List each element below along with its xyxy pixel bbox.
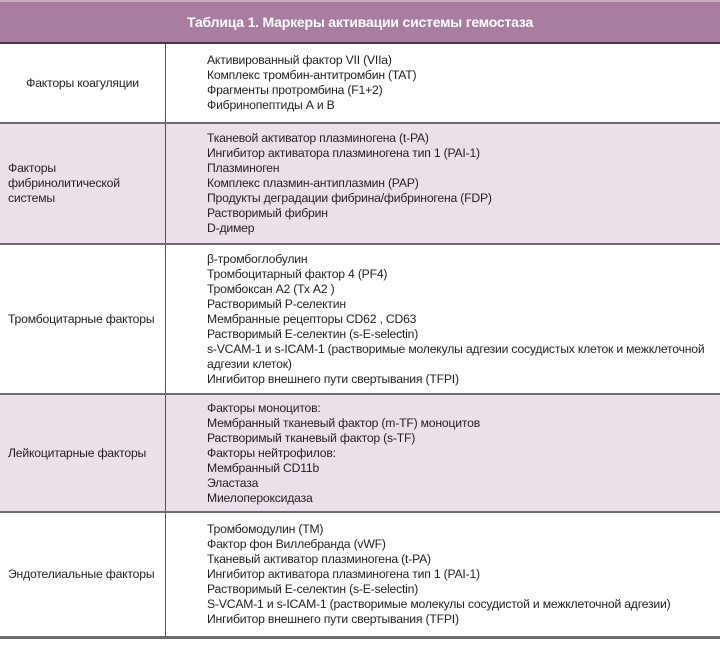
category-cell xyxy=(0,124,166,243)
table-row-endothelial xyxy=(0,513,720,639)
table-row-fibrinolytic xyxy=(0,124,720,245)
list-item: Растворимый фибрин xyxy=(207,206,328,220)
list-item: Ингибитор активатора плазминогена тип 1 (PAI-1) xyxy=(207,146,480,160)
list-item: Тромбоксан А2 (Тх А2 ) xyxy=(207,281,335,296)
list-item: Растворимый тканевый фактор (s-TF) xyxy=(207,430,416,445)
list-item: Тромбоцитарный фактор 4 (PF4) xyxy=(207,266,388,281)
list-item: s-VCAM-1 и s-ICAM-1 (растворимые молекулы адгезии сосудистых клеток и межклеточной адгезии клеток) xyxy=(207,341,705,371)
category-label: Факторы фибринолитической системы xyxy=(8,161,120,205)
list-item: Тканевой активатор плазминогена (t-PA) xyxy=(207,131,429,145)
table-row-coagulation xyxy=(0,44,720,124)
list-item: Фибринопептиды А и В xyxy=(207,98,335,112)
items-cell xyxy=(166,395,720,511)
list-item: Тканевый активатор плазминогена (t-PA) xyxy=(207,552,431,566)
category-cell: Тромбоцитарные факторы xyxy=(0,245,166,393)
table-title: Таблица 1. Маркеры активации системы гемостаза xyxy=(0,0,720,44)
list-item: Мембранный CD11b xyxy=(207,460,320,475)
list-item: Факторы моноцитов: xyxy=(207,400,321,415)
list-item: Мембранный тканевый фактор (m-TF) моноцитов xyxy=(207,415,480,430)
list-item: Продукты деградации фибрина/фибриногена (FDP) xyxy=(207,191,492,205)
list-item: Факторы нейтрофилов: xyxy=(207,445,336,460)
list-item: Фрагменты протромбина (F1+2) xyxy=(207,83,383,97)
list-item: Плазминоген xyxy=(207,161,280,175)
list-item: Растворимый Е-селектин (s-E-selectin) xyxy=(207,582,419,596)
list-item: Тромбомодулин (TM) xyxy=(207,522,324,536)
list-item: Ингибитор внешнего пути свертывания (TFPI) xyxy=(207,371,459,386)
category-cell: Лейкоцитарные факторы xyxy=(0,395,166,511)
list-item: Миелопероксидаза xyxy=(207,490,313,505)
list-item: Активированный фактор VII (VIIa) xyxy=(207,53,392,67)
list-item: Ингибитор внешнего пути свертывания (TFPI) xyxy=(207,612,459,626)
category-cell: Факторы коагуляции xyxy=(0,44,166,122)
list-item: Растворимый Р-селектин xyxy=(207,296,346,311)
list-item: Комплекс тромбин-антитромбин (TAT) xyxy=(207,68,417,82)
list-item: Мембранные рецепторы CD62 , CD63 xyxy=(207,311,417,326)
list-item: Эластаза xyxy=(207,475,259,490)
list-item: Растворимый Е-селектин (s-E-selectin) xyxy=(207,326,419,341)
list-item: S-VCAM-1 и s-ICAM-1 (растворимые молекулы сосудистой и межклеточной адгезии) xyxy=(207,597,671,611)
items-cell xyxy=(166,124,720,243)
list-item: Комплекс плазмин-антиплазмин (PAP) xyxy=(207,176,419,190)
category-cell: Эндотелиальные факторы xyxy=(0,513,166,636)
list-item: β-тромбоглобулин xyxy=(207,251,308,266)
table-row-leukocyte xyxy=(0,395,720,513)
list-item: Фактор фон Виллебранда (vWF) xyxy=(207,537,386,551)
table-row-platelet xyxy=(0,245,720,395)
items-cell xyxy=(166,513,720,636)
list-item: Ингибитор активатора плазминогена тип 1 (PAI-1) xyxy=(207,567,480,581)
items-cell xyxy=(166,245,720,393)
list-item: D-димер xyxy=(207,221,255,235)
items-cell xyxy=(166,44,720,122)
